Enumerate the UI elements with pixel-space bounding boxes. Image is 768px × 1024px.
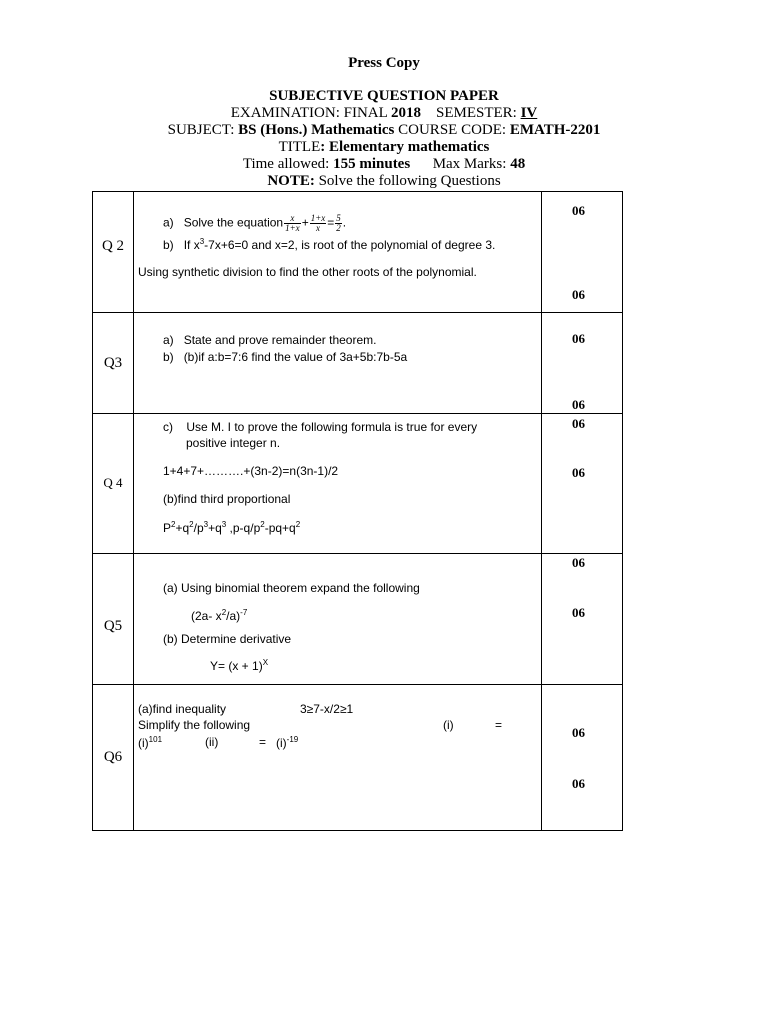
- superscript: 3: [199, 237, 205, 246]
- note-label: NOTE:: [267, 173, 315, 189]
- q6-equals-1: =: [495, 718, 503, 732]
- superscript: 2: [295, 520, 301, 529]
- question-label: Q5: [103, 618, 123, 634]
- q3-b-prefix: b): [163, 350, 174, 364]
- question-label: Q 4: [103, 475, 123, 490]
- mark-value: 06: [572, 555, 585, 570]
- max-marks-value: 48: [510, 156, 526, 172]
- question-row-q4: [92, 413, 623, 554]
- superscript: 3: [203, 520, 209, 529]
- superscript: 2: [171, 520, 176, 529]
- time-value: 155 minutes: [333, 156, 411, 172]
- question-row-q2: [92, 191, 623, 313]
- period: .: [342, 215, 347, 230]
- q6-equals-2: =: [259, 735, 267, 749]
- question-number-cell: [93, 554, 134, 685]
- fraction: [284, 214, 301, 233]
- course-code-label: COURSE CODE:: [394, 122, 510, 138]
- q6-i-power-101: [138, 735, 162, 750]
- press-copy-label: Press Copy: [348, 55, 420, 71]
- question-label: Q 2: [101, 238, 125, 254]
- q5-expression-b: [210, 658, 268, 673]
- superscript: 2: [221, 608, 227, 617]
- q2-b-text-1: If x: [183, 238, 200, 252]
- equals-sign: =: [327, 215, 335, 230]
- mark-value: 06: [572, 605, 585, 620]
- q4-expression: [163, 520, 300, 535]
- expr-term: /a): [226, 609, 241, 623]
- semester-label: SEMESTER:: [435, 105, 521, 121]
- mark-value: 06: [572, 287, 585, 302]
- plus-sign: +: [301, 215, 309, 230]
- q3-part-b: [163, 350, 407, 364]
- marks-cell: [541, 554, 623, 685]
- q5-part-b: (b) Determine derivative: [163, 632, 292, 646]
- expr-term: /p: [193, 521, 204, 535]
- superscript: 3: [221, 520, 227, 529]
- q4-part-b: (b)find third proportional: [163, 492, 291, 506]
- superscript: 2: [260, 520, 265, 529]
- q5-expression-a: [191, 608, 247, 623]
- expr-term: P: [163, 521, 172, 535]
- q4-c-text-1: Use M. I to prove the following formula is true for every: [186, 420, 478, 434]
- marks-cell: [541, 685, 623, 831]
- fraction-denominator: x: [315, 223, 320, 233]
- table-bottom-border: [92, 830, 622, 831]
- expr-term: Y= (x + 1): [210, 659, 263, 673]
- fraction: [310, 214, 327, 233]
- exam-year: 2018: [390, 105, 421, 121]
- fraction-denominator: 1+x: [285, 223, 300, 233]
- q3-part-a: [163, 333, 376, 347]
- fraction-denominator: 2: [336, 223, 341, 233]
- max-marks-label: Max Marks:: [432, 156, 511, 172]
- fraction-numerator: 5: [336, 213, 341, 223]
- fraction-numerator: x: [284, 214, 301, 224]
- semester-value: IV: [520, 105, 538, 121]
- q3-b-text: (b)if a:b=7:6 find the value of 3a+5b:7b-5a: [183, 350, 408, 364]
- fraction-numerator: 1+x: [310, 213, 326, 223]
- q6-ii-label: (ii): [205, 735, 219, 749]
- superscript: 101: [148, 735, 163, 744]
- mark-value: 06: [572, 725, 585, 740]
- q2-a-text: Solve the equation: [183, 215, 284, 230]
- time-label: Time allowed:: [242, 156, 334, 172]
- expr-term: ,p-q/p: [226, 521, 261, 535]
- marks-cell: [541, 414, 623, 554]
- q6-i-power-minus19: [276, 735, 298, 750]
- marks-cell: [541, 313, 623, 414]
- mark-value: 06: [572, 416, 585, 431]
- time-marks-line: [0, 156, 768, 173]
- q5-part-a: (a) Using binomial theorem expand the following: [163, 581, 420, 595]
- marks-cell: [541, 192, 623, 313]
- subject-label: SUBJECT:: [167, 122, 239, 138]
- question-row-q5: [92, 553, 623, 685]
- q4-part-c: [163, 420, 477, 434]
- question-row-q6: [92, 684, 623, 831]
- q6-part-a: (a)find inequality: [138, 702, 227, 716]
- question-label: Q3: [103, 355, 123, 371]
- q3-a-prefix: a): [163, 333, 174, 347]
- question-number-cell: [93, 192, 134, 313]
- subject-value: BS (Hons.) Mathematics: [238, 122, 395, 138]
- q2-b-prefix: b): [163, 238, 174, 252]
- q4-series-formula: 1+4+7+……….+(3n-2)=n(3n-1)/2: [163, 464, 339, 478]
- expr-term: -pq+q: [264, 521, 296, 535]
- mark-value: 06: [572, 465, 585, 480]
- expr-term: +q: [208, 521, 222, 535]
- subject-line: [0, 122, 768, 139]
- q2-b-text-2: -7x+6=0 and x=2, is root of the polynomial of degree 3.: [204, 238, 496, 252]
- fraction: [335, 214, 342, 233]
- title-value: : Elementary mathematics: [320, 139, 490, 155]
- question-row-q3: [92, 312, 623, 414]
- superscript: -7: [240, 608, 248, 617]
- q2-part-a: [163, 214, 346, 233]
- q2-extra-instruction: Using synthetic division to find the other roots of the polynomial.: [138, 265, 477, 279]
- mark-value: 06: [572, 203, 585, 218]
- q6-inequality: 3≥7-x/2≥1: [300, 702, 354, 716]
- exam-line: [0, 105, 768, 122]
- expr-term: +q: [175, 521, 190, 535]
- mark-value: 06: [572, 331, 585, 346]
- question-number-cell: [93, 414, 134, 554]
- q6-i-label: (i): [443, 718, 454, 732]
- title-line: [0, 139, 768, 156]
- q4-c-prefix: c): [163, 420, 173, 434]
- q2-part-b: [163, 237, 495, 252]
- q6-simplify-text: Simplify the following: [138, 718, 251, 732]
- question-label: Q6: [103, 749, 123, 765]
- mark-value: 06: [572, 776, 585, 791]
- course-code-value: EMATH-2201: [509, 122, 601, 138]
- question-number-cell: [93, 685, 134, 831]
- superscript: -19: [286, 735, 299, 744]
- question-number-cell: [93, 313, 134, 414]
- expr-term: (i): [276, 736, 287, 750]
- expr-term: (2a- x: [191, 609, 222, 623]
- q4-c-text-2: positive integer n.: [186, 436, 281, 450]
- note-line: [0, 173, 768, 190]
- q2-a-prefix: a): [163, 215, 174, 230]
- superscript: 2: [189, 520, 194, 529]
- expr-term: (i): [138, 736, 149, 750]
- paper-type-heading: SUBJECTIVE QUESTION PAPER: [269, 88, 499, 104]
- mark-value: 06: [572, 397, 585, 412]
- note-text: Solve the following Questions: [314, 173, 501, 189]
- superscript: X: [262, 658, 269, 667]
- exam-label: EXAMINATION: FINAL: [230, 105, 391, 121]
- title-label: TITLE: [278, 139, 321, 155]
- q3-a-text: State and prove remainder theorem.: [183, 333, 377, 347]
